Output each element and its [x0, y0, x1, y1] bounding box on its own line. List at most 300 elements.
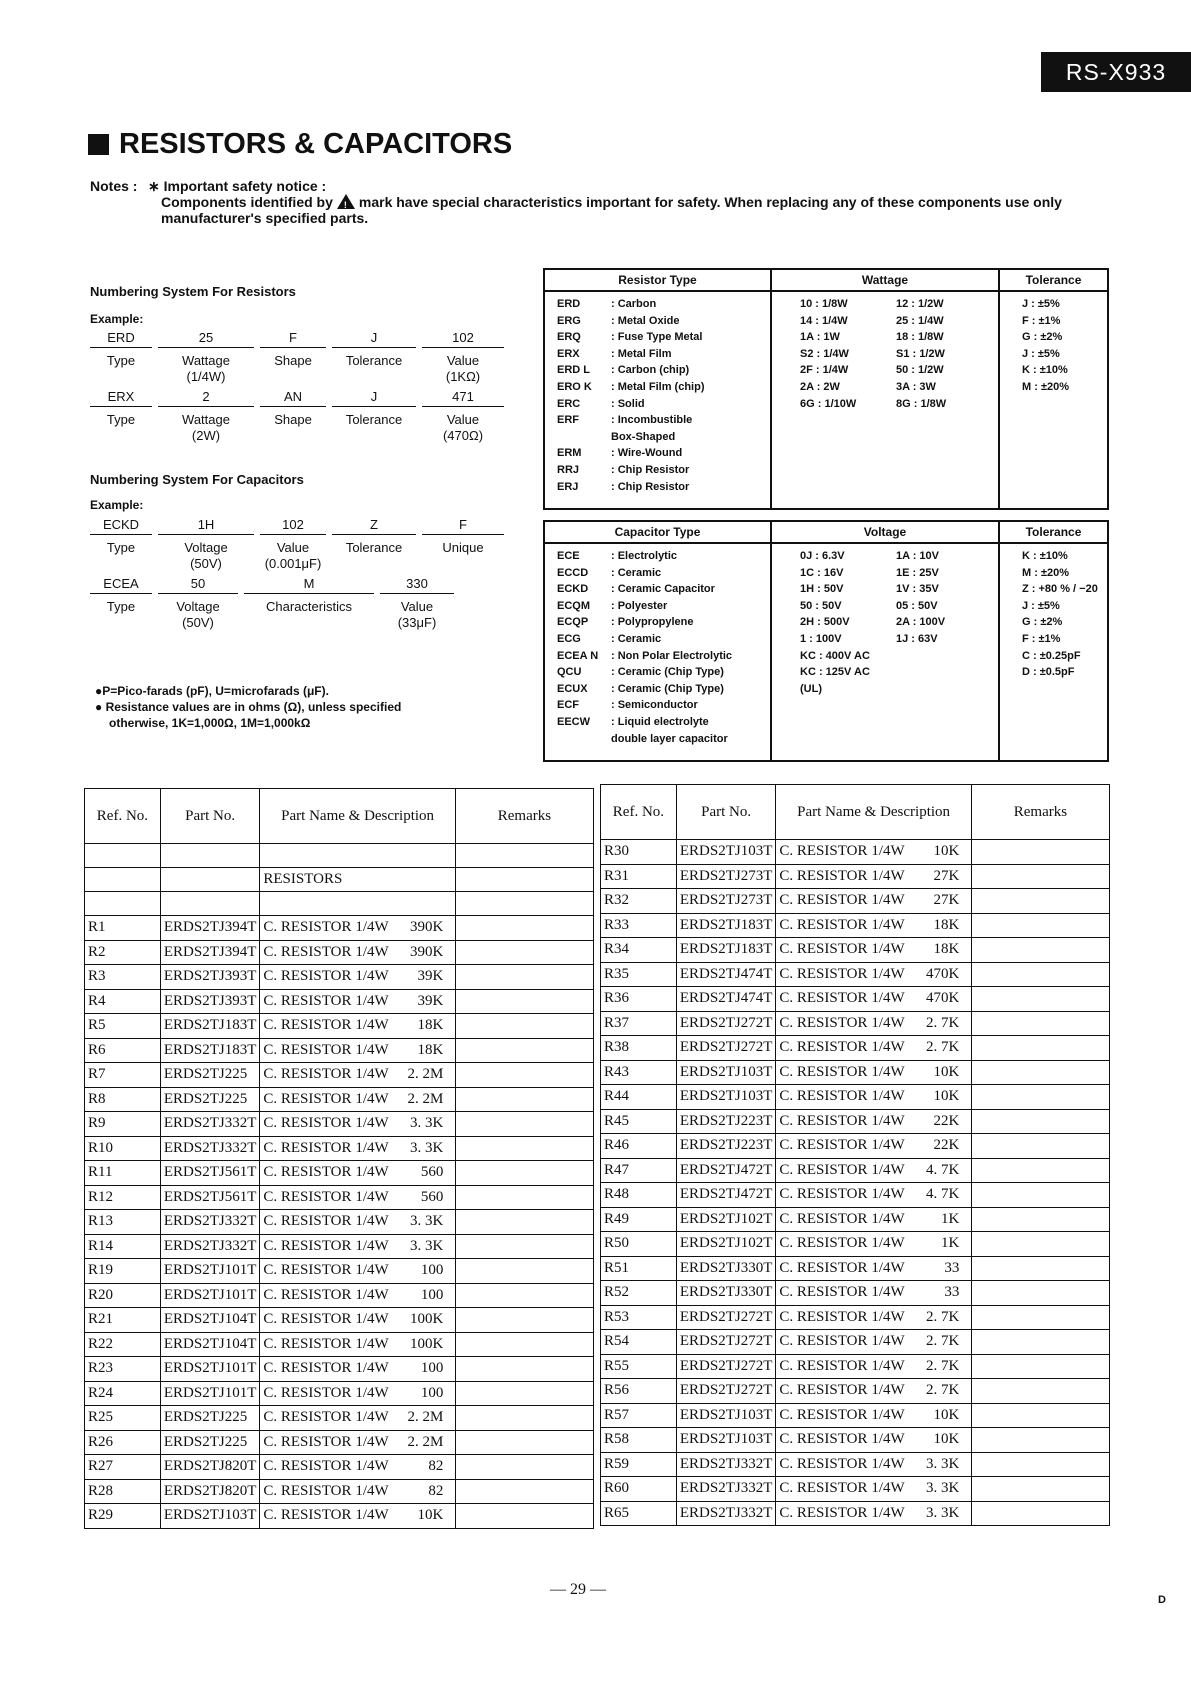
table-header-row: [85, 789, 594, 844]
example-code: 50: [158, 576, 238, 594]
type-item: [557, 548, 770, 565]
remarks-cell: [455, 1087, 593, 1112]
part-name: C. RESISTOR: [263, 1458, 352, 1475]
ref-no: R20: [85, 1283, 161, 1308]
part-no: ERDS2TJ183T: [160, 1014, 260, 1039]
type-code: ECF: [557, 699, 579, 712]
part-name: C. RESISTOR: [263, 919, 352, 936]
ref-no: R12: [85, 1185, 161, 1210]
part-wattage: 1/4W: [871, 1063, 905, 1080]
pair-right: 1A : 10V: [896, 550, 940, 562]
table-row: [601, 1330, 1110, 1355]
part-value: 3. 3K: [410, 1139, 444, 1156]
example-code: 25: [158, 330, 254, 348]
part-no: ERDS2TJ561T: [160, 1185, 260, 1210]
part-desc: [776, 1134, 971, 1159]
ref-no: R50: [601, 1232, 677, 1257]
ref-no: R23: [85, 1357, 161, 1382]
part-desc: [260, 1479, 455, 1504]
pair-item: [800, 313, 998, 330]
part-name: C. RESISTOR: [779, 1210, 868, 1227]
capacitor-numbering-title: Numbering System For Capacitors: [90, 472, 304, 487]
table-row: [601, 889, 1110, 914]
part-value: 4. 7K: [926, 1186, 960, 1203]
tolerance-item: M : ±20%: [1022, 380, 1069, 393]
corner-mark: D: [1158, 1594, 1166, 1606]
part-name: C. RESISTOR: [263, 1507, 352, 1524]
blank-cell: [455, 892, 593, 916]
type-item: [557, 681, 770, 698]
pair-item: [800, 681, 998, 698]
part-no: ERDS2TJ272T: [676, 1354, 776, 1379]
example-desc: Voltage (50V): [184, 540, 228, 571]
part-value: 10K: [933, 1406, 960, 1423]
part-wattage: 1/4W: [871, 892, 905, 909]
part-value: 39K: [417, 992, 444, 1009]
tolerance-item: K : ±10%: [1022, 550, 1068, 562]
part-name: C. RESISTOR: [779, 1406, 868, 1423]
part-wattage: 1/4W: [871, 1382, 905, 1399]
part-name: C. RESISTOR: [779, 1088, 868, 1105]
part-wattage: 1/4W: [355, 1115, 389, 1132]
part-no: ERDS2TJ472T: [676, 1183, 776, 1208]
part-desc: [260, 1406, 455, 1431]
part-wattage: 1/4W: [355, 1458, 389, 1475]
tolerance-item: Z : +80 % / −20: [1022, 583, 1098, 596]
part-value: 100K: [410, 1335, 444, 1352]
part-value: 2. 2M: [407, 1433, 444, 1450]
ref-no: R43: [601, 1060, 677, 1085]
warning-triangle-icon: [337, 194, 355, 209]
part-value: 10K: [933, 1431, 960, 1448]
remarks-cell: [971, 1403, 1109, 1428]
example-desc: Shape: [274, 353, 312, 368]
table-row: [85, 1014, 594, 1039]
type-desc: : Chip Resistor: [611, 480, 690, 493]
table-row: [601, 1501, 1110, 1526]
part-no: ERDS2TJ273T: [676, 864, 776, 889]
table-row: [85, 1087, 594, 1112]
part-value: 18K: [417, 1017, 444, 1034]
part-wattage: 1/4W: [871, 1014, 905, 1031]
ref-no: R14: [85, 1234, 161, 1259]
part-desc: [260, 1381, 455, 1406]
type-item: [557, 631, 770, 648]
safety-notes: [90, 178, 1120, 226]
part-value: 100: [420, 1384, 444, 1401]
part-wattage: 1/4W: [355, 1482, 389, 1499]
capacitor-tolerance-list: [1000, 544, 1107, 681]
part-wattage: 1/4W: [355, 1017, 389, 1034]
section-title-text: RESISTORS & CAPACITORS: [119, 128, 513, 160]
part-no: ERDS2TJ103T: [676, 1085, 776, 1110]
ref-no: R10: [85, 1136, 161, 1161]
part-wattage: 1/4W: [871, 1504, 905, 1521]
pair-left: 1C : 16V: [800, 566, 844, 579]
part-value: 2. 2M: [407, 1409, 444, 1426]
part-wattage: 1/4W: [871, 1210, 905, 1227]
remarks-cell: [455, 1406, 593, 1431]
table-row: [85, 1185, 594, 1210]
part-wattage: 1/4W: [355, 1164, 389, 1181]
notes-label: Notes :: [90, 178, 138, 194]
part-value: 3. 3K: [926, 1504, 960, 1521]
part-name: C. RESISTOR: [263, 1188, 352, 1205]
pair-left: 2H : 500V: [800, 616, 850, 629]
part-desc: [776, 1036, 971, 1061]
type-code: ECKD: [557, 583, 589, 596]
pair-item: [800, 664, 998, 681]
part-desc: [260, 1234, 455, 1259]
part-desc: [260, 1430, 455, 1455]
tolerance-item: D : ±0.5pF: [1022, 666, 1075, 679]
type-item: [557, 362, 770, 379]
pair-left: 2A : 2W: [800, 380, 840, 393]
part-name: C. RESISTOR: [779, 1333, 868, 1350]
table-row: [601, 1403, 1110, 1428]
remarks-cell: [455, 1112, 593, 1137]
resistor-example2-desc: [90, 412, 510, 444]
remarks-cell: [971, 938, 1109, 963]
pair-item: [800, 329, 998, 346]
ref-no: R27: [85, 1455, 161, 1480]
pair-right: 18 : 1/8W: [896, 331, 944, 344]
tolerance-item: G : ±2%: [1022, 616, 1063, 629]
part-wattage: 1/4W: [871, 1357, 905, 1374]
part-value: 560: [420, 1164, 444, 1181]
table-row: [85, 1479, 594, 1504]
example-code: M: [244, 576, 374, 594]
part-value: 390K: [410, 919, 444, 936]
tolerance-item: G : ±2%: [1022, 331, 1063, 344]
type-code: ECCD: [557, 566, 589, 579]
part-name: C. RESISTOR: [779, 1063, 868, 1080]
part-name: C. RESISTOR: [263, 968, 352, 985]
blank-cell: [85, 844, 161, 868]
part-wattage: 1/4W: [355, 1409, 389, 1426]
table-row: [601, 1256, 1110, 1281]
part-desc: [776, 1501, 971, 1526]
remarks-cell: [971, 1085, 1109, 1110]
part-no: ERDS2TJ332T: [676, 1477, 776, 1502]
remarks-cell: [971, 889, 1109, 914]
table-row: [601, 1354, 1110, 1379]
table-row: [601, 1109, 1110, 1134]
part-wattage: 1/4W: [355, 1384, 389, 1401]
ref-no: R25: [85, 1406, 161, 1431]
col-part-name: Part Name & Description: [776, 785, 971, 840]
type-item: [557, 614, 770, 631]
part-wattage: 1/4W: [355, 1286, 389, 1303]
remarks-cell: [455, 1210, 593, 1235]
example-desc: Type: [106, 353, 136, 368]
part-name: C. RESISTOR: [779, 843, 868, 860]
pair-item: [800, 598, 998, 615]
ref-no: R9: [85, 1112, 161, 1137]
notes-line2a: Components identified by: [161, 194, 333, 210]
remarks-cell: [455, 1479, 593, 1504]
part-wattage: 1/4W: [355, 1066, 389, 1083]
ref-no: R36: [601, 987, 677, 1012]
example-desc: Wattage (2W): [182, 412, 230, 443]
remarks-cell: [971, 1354, 1109, 1379]
pair-left: (UL): [800, 682, 822, 695]
table-row: [601, 1060, 1110, 1085]
part-desc: [776, 938, 971, 963]
remarks-cell: [971, 1452, 1109, 1477]
model-badge: RS-X933: [1041, 52, 1191, 92]
part-name: C. RESISTOR: [779, 1382, 868, 1399]
ref-no: R46: [601, 1134, 677, 1159]
part-name: C. RESISTOR: [779, 1235, 868, 1252]
part-wattage: 1/4W: [355, 919, 389, 936]
part-desc: [260, 1283, 455, 1308]
type-item: [557, 313, 770, 330]
type-desc: : Polyester: [611, 599, 668, 612]
table-row: [85, 844, 594, 868]
table-row: [85, 1259, 594, 1284]
table-row: [85, 1234, 594, 1259]
type-desc: : Fuse Type Metal: [611, 331, 703, 344]
part-wattage: 1/4W: [871, 867, 905, 884]
pair-right: 8G : 1/8W: [896, 397, 947, 410]
table-row: [601, 962, 1110, 987]
pair-right: 1E : 25V: [896, 566, 939, 579]
pair-right: [896, 664, 992, 681]
part-desc: [260, 1455, 455, 1480]
part-value: 100K: [410, 1311, 444, 1328]
table-row: [601, 1305, 1110, 1330]
example-code: ECEA: [90, 576, 152, 594]
unit-notes: [95, 683, 401, 731]
remarks-cell: [455, 916, 593, 941]
ref-no: R33: [601, 913, 677, 938]
part-desc: [776, 1330, 971, 1355]
pair-right: S1 : 1/2W: [896, 347, 945, 360]
part-value: 100: [420, 1262, 444, 1279]
part-wattage: 1/4W: [871, 1259, 905, 1276]
part-desc: [260, 916, 455, 941]
example-desc: Unique: [442, 540, 484, 555]
part-wattage: 1/4W: [871, 965, 905, 982]
type-desc: : Solid: [611, 397, 645, 410]
remarks-cell: [971, 1330, 1109, 1355]
resistor-wattage-list: [772, 292, 998, 412]
remarks-cell: [455, 1185, 593, 1210]
part-no: ERDS2TJ225: [160, 1430, 260, 1455]
part-no: ERDS2TJ332T: [160, 1136, 260, 1161]
part-desc: [776, 913, 971, 938]
type-item: [557, 396, 770, 413]
type-item: [557, 412, 770, 429]
blank-cell: [260, 844, 455, 868]
type-code: ECG: [557, 632, 581, 645]
table-row: [601, 1452, 1110, 1477]
part-desc: [776, 1379, 971, 1404]
col-part-no: Part No.: [160, 789, 260, 844]
pair-right: 3A : 3W: [896, 380, 936, 393]
table-row: [601, 864, 1110, 889]
part-no: ERDS2TJ101T: [160, 1357, 260, 1382]
part-value: 33: [944, 1284, 960, 1301]
example-desc: Voltage (50V): [176, 599, 220, 630]
part-value: 82: [428, 1482, 444, 1499]
part-wattage: 1/4W: [871, 916, 905, 933]
example-desc: Value (33μF): [397, 599, 437, 630]
capacitor-example1-codes: [90, 517, 510, 535]
part-name: C. RESISTOR: [263, 1311, 352, 1328]
ref-no: R47: [601, 1158, 677, 1183]
part-name: C. RESISTOR: [779, 1284, 868, 1301]
tolerance-item: F : ±1%: [1022, 632, 1061, 645]
remarks-cell: [971, 1477, 1109, 1502]
part-name: C. RESISTOR: [779, 1308, 868, 1325]
type-desc: Box-Shaped: [611, 430, 676, 443]
part-no: ERDS2TJ330T: [676, 1256, 776, 1281]
part-wattage: 1/4W: [355, 1213, 389, 1230]
table-row: [85, 989, 594, 1014]
remarks-cell: [455, 1332, 593, 1357]
capacitor-example-label: Example:: [90, 498, 144, 512]
part-no: ERDS2TJ820T: [160, 1479, 260, 1504]
pair-item: [800, 346, 998, 363]
part-value: 10K: [933, 1063, 960, 1080]
part-value: 27K: [933, 867, 960, 884]
part-value: 560: [420, 1188, 444, 1205]
part-desc: [776, 840, 971, 865]
resistor-wattage-header: Wattage: [772, 270, 998, 292]
remarks-cell: [455, 965, 593, 990]
part-value: 10K: [417, 1507, 444, 1524]
pair-left: KC : 125V AC: [800, 666, 870, 679]
ref-no: R35: [601, 962, 677, 987]
part-value: 39K: [417, 968, 444, 985]
part-no: ERDS2TJ272T: [676, 1305, 776, 1330]
blank-cell: [85, 892, 161, 916]
type-code: RRJ: [557, 463, 580, 476]
example-code: ERX: [90, 389, 152, 407]
part-no: ERDS2TJ272T: [676, 1330, 776, 1355]
remarks-cell: [455, 1014, 593, 1039]
pair-right: 25 : 1/4W: [896, 314, 944, 327]
example-desc: Type: [106, 412, 136, 427]
part-name: C. RESISTOR: [263, 1139, 352, 1156]
example-code: 102: [260, 517, 326, 535]
part-no: ERDS2TJ102T: [676, 1207, 776, 1232]
ref-no: R19: [85, 1259, 161, 1284]
part-desc: [260, 1259, 455, 1284]
type-desc: : Carbon (chip): [611, 364, 690, 377]
part-desc: [260, 1136, 455, 1161]
pair-left: KC : 400V AC: [800, 649, 870, 662]
type-code: QCU: [557, 666, 582, 679]
part-value: 1K: [941, 1235, 960, 1252]
table-row: [601, 840, 1110, 865]
part-name: C. RESISTOR: [263, 1213, 352, 1230]
ref-no: R22: [85, 1332, 161, 1357]
blank-cell: [85, 868, 161, 892]
remarks-cell: [455, 1455, 593, 1480]
part-name: C. RESISTOR: [263, 1433, 352, 1450]
part-value: 470K: [926, 965, 960, 982]
type-code: ECE: [557, 550, 580, 562]
type-desc: : Liquid electrolyte: [611, 715, 709, 728]
part-wattage: 1/4W: [355, 1360, 389, 1377]
part-value: 82: [428, 1458, 444, 1475]
part-no: ERDS2TJ104T: [160, 1308, 260, 1333]
type-code: ERF: [557, 414, 579, 427]
part-value: 18K: [933, 916, 960, 933]
ref-no: R37: [601, 1011, 677, 1036]
part-desc: [776, 1281, 971, 1306]
type-desc: : Ceramic: [611, 566, 662, 579]
part-no: ERDS2TJ101T: [160, 1259, 260, 1284]
part-name: C. RESISTOR: [779, 990, 868, 1007]
resistor-example1-desc: [90, 353, 510, 385]
part-wattage: 1/4W: [871, 1137, 905, 1154]
remarks-cell: [971, 962, 1109, 987]
part-wattage: 1/4W: [355, 1335, 389, 1352]
part-wattage: 1/4W: [355, 1262, 389, 1279]
part-desc: [776, 1060, 971, 1085]
part-name: C. RESISTOR: [263, 1164, 352, 1181]
type-code: ERM: [557, 447, 582, 460]
col-part-no: Part No.: [676, 785, 776, 840]
resistor-example1-codes: [90, 330, 510, 348]
part-no: ERDS2TJ104T: [160, 1332, 260, 1357]
part-wattage: 1/4W: [871, 1308, 905, 1325]
example-code: F: [422, 517, 504, 535]
type-code: ERD L: [557, 364, 590, 377]
part-name: C. RESISTOR: [263, 1409, 352, 1426]
part-wattage: 1/4W: [355, 968, 389, 985]
table-row: [601, 1207, 1110, 1232]
example-code: ECKD: [90, 517, 152, 535]
resistor-example-label: Example:: [90, 312, 144, 326]
part-value: 4. 7K: [926, 1161, 960, 1178]
part-no: ERDS2TJ101T: [160, 1381, 260, 1406]
part-no: ERDS2TJ393T: [160, 989, 260, 1014]
remarks-cell: [971, 1305, 1109, 1330]
example-code: 2: [158, 389, 254, 407]
tolerance-item: J : ±5%: [1022, 298, 1060, 310]
table-row: [601, 1134, 1110, 1159]
part-no: ERDS2TJ472T: [676, 1158, 776, 1183]
part-wattage: 1/4W: [871, 843, 905, 860]
type-item: [557, 581, 770, 598]
part-desc: [260, 989, 455, 1014]
type-desc: : Ceramic: [611, 632, 662, 645]
type-desc: : Wire-Wound: [611, 447, 683, 460]
example-desc: Tolerance: [345, 412, 403, 427]
part-name: C. RESISTOR: [779, 1186, 868, 1203]
part-desc: [776, 1428, 971, 1453]
capacitor-type-box: [543, 520, 1109, 762]
part-no: ERDS2TJ561T: [160, 1161, 260, 1186]
part-value: 22K: [933, 1137, 960, 1154]
remarks-cell: [971, 1281, 1109, 1306]
example-code: 330: [380, 576, 454, 594]
example-code: ERD: [90, 330, 152, 348]
part-wattage: 1/4W: [871, 1235, 905, 1252]
pair-right: 1V : 35V: [896, 583, 939, 596]
capacitor-example1-desc: [90, 540, 510, 572]
parts-table-left: [84, 788, 594, 1529]
type-item: [557, 664, 770, 681]
part-name: C. RESISTOR: [263, 1286, 352, 1303]
col-ref-no: Ref. No.: [601, 785, 677, 840]
part-desc: [260, 1038, 455, 1063]
